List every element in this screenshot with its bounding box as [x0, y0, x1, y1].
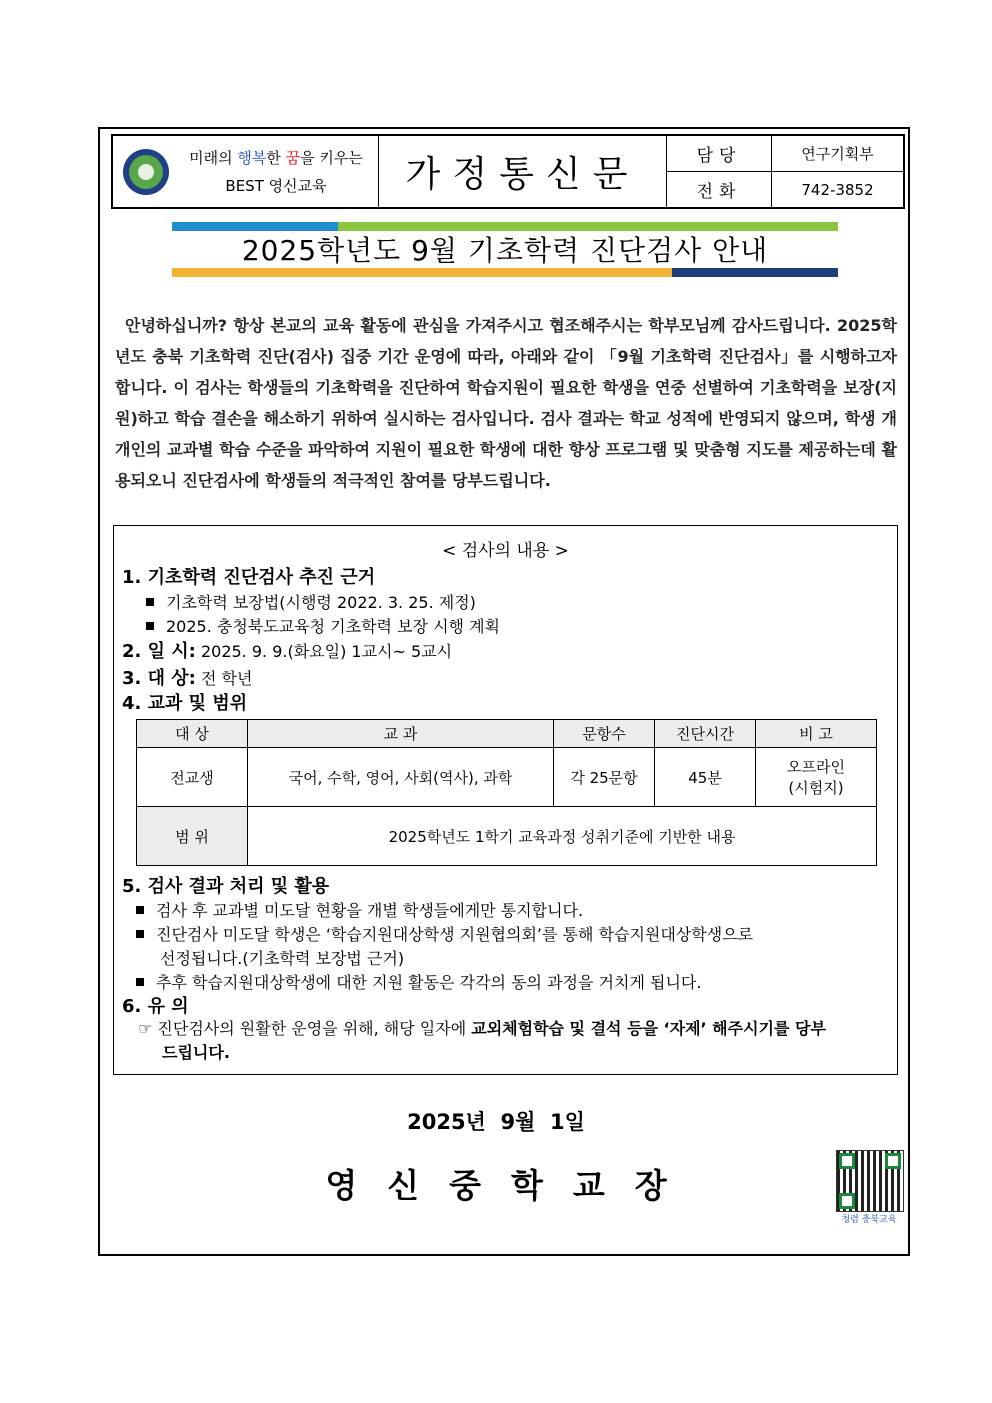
contact-value: 742-3852 — [801, 180, 874, 199]
contact-key: 전화 — [667, 172, 772, 207]
table-header-row — [137, 720, 877, 748]
table-row — [137, 807, 877, 866]
title-bar-bottom-left — [172, 268, 672, 277]
qr-corner-icon — [839, 1153, 855, 1169]
bullet-square-icon — [146, 598, 154, 606]
principal-signature: 영신중학교장 — [325, 1166, 697, 1205]
table-cell: 범 위 — [137, 807, 248, 866]
intro-text: 안녕하십니까? 항상 본교의 교육 활동에 관심을 가져주시고 협조해주시는 학부모님께 감사드립니다. 2025학년도 충북 기초학력 진단(검사) 집중 기간 운영에 따라, 아래와 같이 「9월 기초학력 진단검사」를 시행하고자 합니다. 이 검사는 학생들의 기초학력을 진단하여 학습지원이 필요한 학생을 연중 선별하여 기초학력을 보장(지원)하고 학습 결손을 해소하기 위하여 실시하는 검사입니다. 검사 결과는 학교 성적에 반영되지 않으며, 학생 개개인의 교과별 학습 수준을 파악하여 지원이 필요한 학생에 대한 향상 프로그램 및 맞춤형 지도를 제공하는데 활용되오니 진단검사에 학생들의 적극적인 참여를 당부드립니다. — [115, 316, 897, 490]
section-5-item-continued: 선정됩니다.(기초학력 보장법 근거) — [160, 949, 405, 968]
slogan-line-2: BEST 영신교육 — [225, 176, 327, 195]
table-header-cell: 문항수 — [554, 720, 655, 748]
qr-corner-icon — [885, 1153, 901, 1169]
section-1-item: 기초학력 보장법(시행령 2022. 3. 25. 제정) — [146, 590, 476, 613]
table-header-cell: 진단시간 — [655, 720, 756, 748]
section-4-heading: 4. 교과 및 범위 — [122, 693, 248, 714]
contact-value: 연구기획부 — [801, 145, 874, 163]
table-cell: 45분 — [655, 748, 756, 807]
table-cell: 2025학년도 1학기 교육과정 성취기준에 기반한 내용 — [248, 807, 877, 866]
bullet-square-icon — [136, 906, 144, 914]
issue-date: 2025년 9월 1일 — [407, 1110, 585, 1134]
table-header-cell: 교 과 — [248, 720, 554, 748]
bullet-square-icon — [146, 622, 154, 630]
contact-cells — [667, 136, 903, 207]
section-2-heading: 2. 일 시: 2025. 9. 9.(화요일) 1교시~ 5교시 — [122, 641, 453, 662]
section-5-item: 진단검사 미도달 학생은 ‘학습지원대상학생 지원협의회’를 통해 학습지원대상학생으로 — [136, 922, 753, 945]
table-header-cell: 대 상 — [137, 720, 248, 748]
table-cell: 전교생 — [137, 748, 248, 807]
subject-table — [136, 719, 877, 866]
qr-corner-icon — [839, 1193, 855, 1209]
table-header-cell: 비 고 — [756, 720, 877, 748]
intro-paragraph — [115, 310, 897, 496]
section-5-item: 추후 학습지원대상학생에 대한 지원 활동은 각각의 동의 과정을 거치게 됩니다. — [136, 970, 701, 993]
school-slogan-cell — [113, 136, 379, 207]
slogan-line-1: 미래의 행복한 꿈을 키우는 — [189, 148, 363, 167]
contact-row-phone — [667, 171, 903, 207]
section-3-heading: 3. 대 상: 전 학년 — [122, 668, 253, 689]
contact-row-department — [667, 136, 903, 171]
table-cell: 각 25문항 — [554, 748, 655, 807]
header-table — [111, 134, 905, 209]
section-6-note: ☞ 진단검사의 원활한 운영을 위해, 해당 일자에 교외체험학습 및 결석 등을 ‘자제’ 해주시기를 당부 드립니다. — [138, 1019, 826, 1062]
section-5-item: 검사 후 교과별 미도달 현황을 개별 학생들에게만 통지합니다. — [136, 898, 583, 921]
section-5-heading: 5. 검사 결과 처리 및 활용 — [122, 876, 330, 897]
document-title: 2025학년도 9월 기초학력 진단검사 안내 — [241, 234, 769, 267]
bullet-square-icon — [136, 978, 144, 986]
title-bar-bottom-right — [672, 268, 838, 277]
section-1-heading: 1. 기초학력 진단검사 추진 근거 — [122, 567, 376, 588]
table-cell: 오프라인 (시험지) — [756, 748, 877, 807]
table-cell: 국어, 수학, 영어, 사회(역사), 과학 — [248, 748, 554, 807]
content-box — [113, 525, 898, 1075]
school-emblem-icon — [123, 149, 169, 195]
bullet-square-icon — [136, 930, 144, 938]
qr-code-icon — [836, 1150, 904, 1212]
section-6-heading: 6. 유 의 — [122, 996, 189, 1017]
content-box-title: < 검사의 내용 > — [442, 541, 569, 561]
contact-key: 담당 — [667, 136, 772, 171]
table-row — [137, 748, 877, 807]
section-1-item: 2025. 충청북도교육청 기초학력 보장 시행 계획 — [146, 614, 500, 637]
qr-caption: 청렴 충북교육 — [841, 1215, 897, 1225]
newsletter-title: 가정통신문 — [379, 136, 667, 207]
school-slogan — [181, 144, 371, 200]
